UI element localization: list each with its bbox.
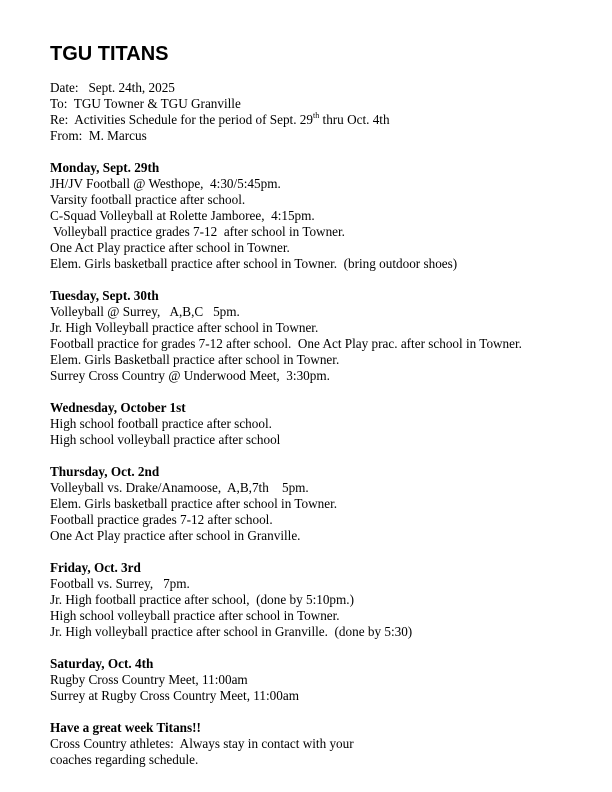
closing-section (50, 720, 592, 768)
schedule-line: Volleyball @ Surrey, A,B,C 5pm. (50, 304, 240, 319)
day-section (50, 400, 592, 448)
schedule-line: Volleyball vs. Drake/Anamoose, A,B,7th 5pm. (50, 480, 309, 495)
day-section (50, 288, 592, 384)
to-line (50, 96, 592, 112)
closing-line: Cross Country athletes: Always stay in contact with your (50, 736, 354, 751)
schedule-line: Volleyball practice grades 7-12 after school in Towner. (50, 224, 345, 239)
day-heading: Monday, Sept. 29th (50, 160, 160, 175)
schedule-line: C-Squad Volleyball at Rolette Jamboree, 4:15pm. (50, 208, 315, 223)
document-title: TGU TITANS (50, 43, 169, 65)
date-label: Date: (50, 80, 79, 95)
schedule-line: Elem. Girls basketball practice after school in Towner. (bring outdoor shoes) (50, 256, 458, 271)
from-label: From: (50, 128, 83, 143)
schedule-line: Surrey Cross Country @ Underwood Meet, 3:30pm. (50, 368, 330, 383)
schedule-line: One Act Play practice after school in Towner. (50, 240, 290, 255)
to-label: To: (50, 96, 68, 111)
day-heading: Friday, Oct. 3rd (50, 560, 141, 575)
day-heading: Thursday, Oct. 2nd (50, 464, 160, 479)
to-value: TGU Towner & TGU Granville (73, 96, 241, 111)
schedule-line: Elem. Girls Basketball practice after school in Towner. (50, 352, 340, 367)
schedule-line: JH/JV Football @ Westhope, 4:30/5:45pm. (50, 176, 281, 191)
schedule-line: Rugby Cross Country Meet, 11:00am (50, 672, 248, 687)
re-line (50, 112, 592, 128)
schedule-line: Football practice for grades 7-12 after school. One Act Play prac. after school in Towner. (50, 336, 522, 351)
schedule-line: Jr. High football practice after school, (done by 5:10pm.) (50, 592, 354, 607)
day-heading: Wednesday, October 1st (50, 400, 186, 415)
schedule-line: High school volleyball practice after school (50, 432, 281, 447)
day-heading: Tuesday, Sept. 30th (50, 288, 159, 303)
re-superscript: th (313, 110, 320, 120)
from-value: M. Marcus (88, 128, 147, 143)
closing-heading: Have a great week Titans!! (50, 720, 201, 735)
schedule-line: Varsity football practice after school. (50, 192, 246, 207)
schedule-line: Elem. Girls basketball practice after school in Towner. (50, 496, 338, 511)
schedule-line: Football vs. Surrey, 7pm. (50, 576, 190, 591)
re-label: Re: (50, 112, 69, 127)
re-text: Activities Schedule for the period of Sept. 29 (74, 112, 313, 127)
schedule-line: High school football practice after school. (50, 416, 272, 431)
from-line (50, 128, 592, 144)
schedule-line: Jr. High volleyball practice after school in Granville. (done by 5:30) (50, 624, 413, 639)
schedule-line: One Act Play practice after school in Granville. (50, 528, 301, 543)
day-section (50, 656, 592, 704)
day-section (50, 160, 592, 272)
re-text-end: thru Oct. 4th (319, 112, 390, 127)
schedule-days (50, 160, 592, 704)
schedule-line: Jr. High Volleyball practice after school in Towner. (50, 320, 319, 335)
schedule-line: High school volleyball practice after school in Towner. (50, 608, 340, 623)
day-section (50, 464, 592, 544)
memo-header (50, 80, 592, 144)
day-heading: Saturday, Oct. 4th (50, 656, 154, 671)
schedule-line: Football practice grades 7-12 after school. (50, 512, 273, 527)
date-value: Sept. 24th, 2025 (88, 80, 175, 95)
date-line (50, 80, 592, 96)
closing-line: coaches regarding schedule. (50, 752, 199, 767)
day-section (50, 560, 592, 640)
schedule-line: Surrey at Rugby Cross Country Meet, 11:00am (50, 688, 299, 703)
